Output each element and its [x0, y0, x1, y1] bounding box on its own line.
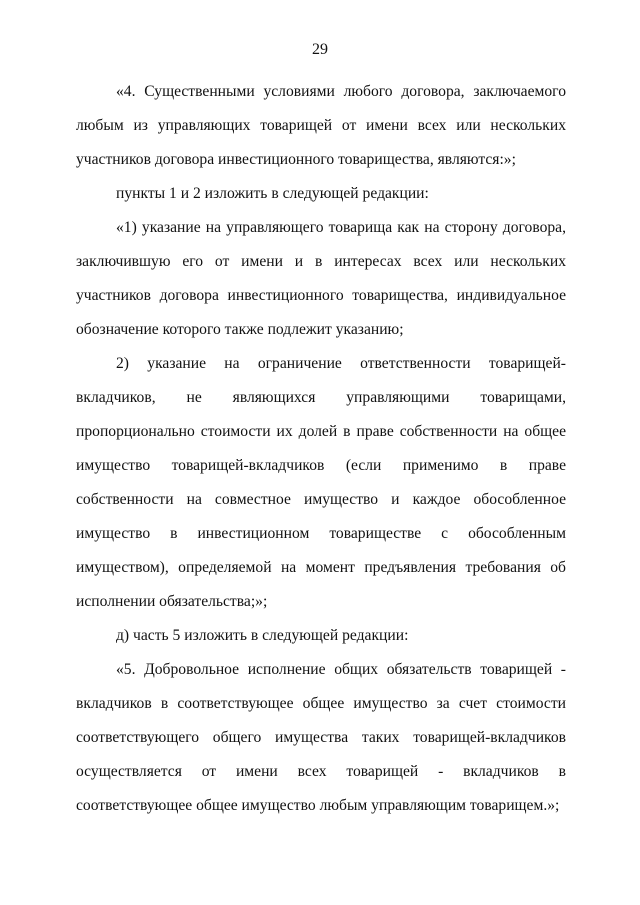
- paragraph-amend-part-5: д) часть 5 изложить в следующей редакции:: [116, 627, 409, 644]
- page-number: 29: [312, 41, 328, 58]
- paragraph-point-1: «1) указание на управляющего товарища как на сторону договора, заключившую его от имени и в интересах всех или нескольких участников договора инвестиционного товарищества, индивидуальное обозначение которого также подлежит указанию;: [76, 219, 566, 338]
- paragraph-point-2: 2) указание на ограничение ответственности товарищей-вкладчиков, не являющихся управляющими товарищами, пропорционально стоимости их долей в праве собственности на общее имущество товарищей-вкладчиков (если применимо в праве собственности на совместное имущество и каждое обособленное имущество в инвестиционном товариществе с обособленным имуществом), определяемой на момент предъявления требования об исполнении обязательства;»;: [76, 355, 566, 610]
- document-body: [76, 75, 566, 823]
- paragraph-clause-5: «5. Добровольное исполнение общих обязательств товарищей - вкладчиков в соответствующее общее имущество за счет стоимости соответствующего общего имущества таких товарищей-вкладчиков осуществляется от имени всех товарищей - вкладчиков в соответствующее общее имущество любым управляющим товарищем.»;: [76, 661, 566, 814]
- paragraph-amend-points-1-2: пункты 1 и 2 изложить в следующей редакции:: [116, 185, 429, 202]
- paragraph-clause-4: «4. Существенными условиями любого договора, заключаемого любым из управляющих товарищей от имени всех или нескольких участников договора инвестиционного товарищества, являются:»;: [76, 83, 566, 168]
